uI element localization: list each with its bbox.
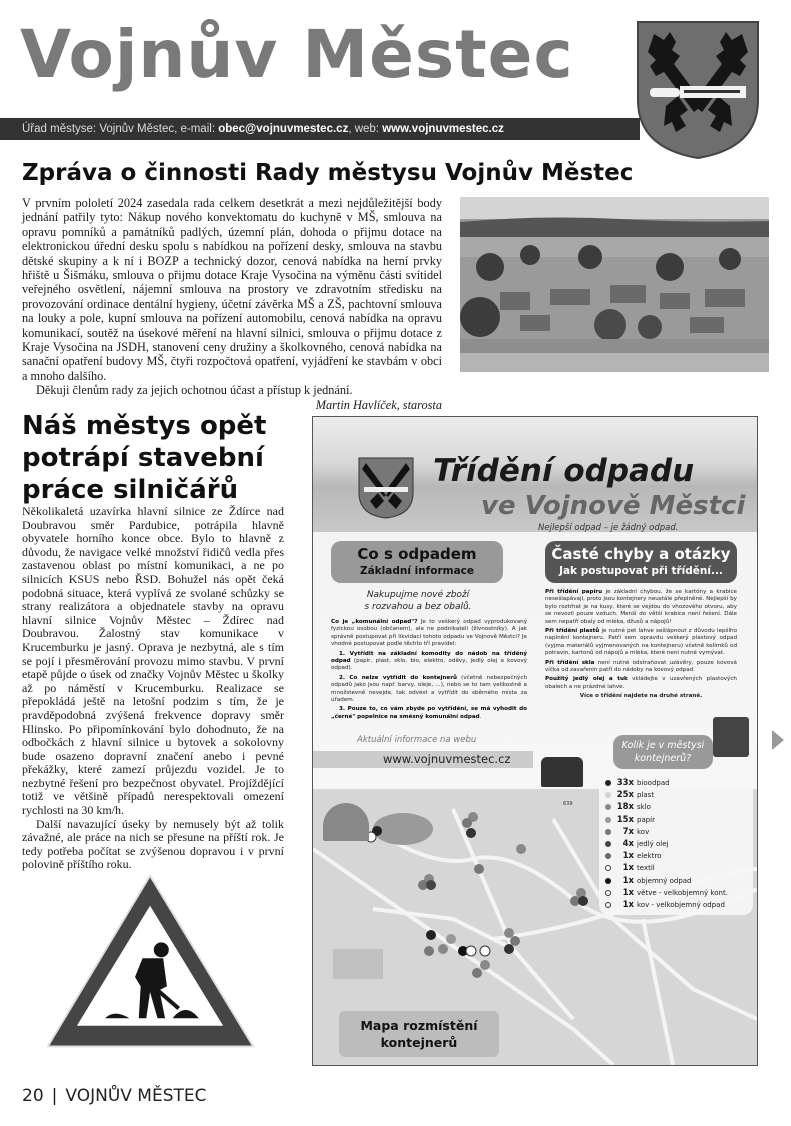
article2-title: Náš městys opět potrápí stavební práce silničářů (22, 411, 267, 505)
contact-prefix: Úřad městyse: Vojnův Městec, e-mail: (22, 123, 219, 135)
container-dot-icon (605, 829, 611, 835)
oil-text: vkládejte v uzavřených plastových obalech a ne prázdné lahve. (545, 676, 737, 690)
container-legend (599, 773, 753, 915)
container-dot-icon (605, 780, 611, 786)
basic-info-text (331, 619, 527, 723)
container-count: 4x (622, 839, 634, 849)
contact-bar (0, 118, 640, 140)
container-dot-icon (605, 804, 611, 810)
bubble-line1: Kolik je v městysi (621, 740, 705, 751)
container-count: 18x (616, 802, 634, 813)
page-footer (22, 1086, 207, 1106)
container-label: kov (637, 827, 650, 836)
rule2-text: (včetně nebezpečných odpadů jako jsou např. barvy, oleje, ...), nebo se to tam velikostně a množstevně nevejde, tak odvést a vytřídit do sběrného místa za úřadem. (331, 674, 527, 704)
publication-name: VOJNŮV MĚSTEC (65, 1086, 207, 1106)
web-url[interactable]: www.vojnuvmestec.cz (383, 752, 511, 766)
container-label: textil (637, 864, 655, 873)
basic-info-header (331, 541, 503, 583)
flyer-title: Třídění odpadu (433, 453, 695, 489)
contact-web[interactable]: www.vojnuvmestec.cz (382, 123, 504, 135)
flyer-subtitle: ve Vojnově Městci (481, 491, 746, 521)
legend-row (605, 814, 655, 826)
map-title-line2: kontejnerů (380, 1035, 458, 1050)
coat-of-arms-icon (636, 20, 760, 160)
article1-title: Zpráva o činnosti Rady městysu Vojnův Městec (22, 160, 634, 186)
container-count: 1x (622, 863, 634, 874)
container-label: sklo (637, 803, 651, 812)
legend-row (605, 887, 728, 899)
legend-row (605, 838, 669, 850)
rule1-bold: 1. Vytřídit na základní komodity do nádob na tříděný odpad (331, 650, 527, 665)
basic-info-subtitle: Základní informace (359, 565, 475, 577)
plastic-bold: Při třídění plastů (545, 628, 600, 635)
container-dot-icon (605, 865, 611, 871)
legend-row (605, 850, 661, 862)
paper-bold: Při třídění papíru (545, 589, 603, 595)
rule2-bold: 2. Co nelze vytřídit do kontejnerů (339, 674, 457, 681)
article2-paragraph1: Několikaletá uzavírka hlavní silnice ze Ždírce nad Doubravou směr Pardubice, potrápila hlavně obyvatele horního konce obce. Bylo to hlavně z důvodu, že navigace velké množství řidičů vedla přes zastavenou oblast po místní komunikaci, a ne po silnicích KSUS nebo ŘSD. Bohužel nás opět čeká podobná situace, která vyplívá ze svolané schůzky se strany realizátora a objednatele stavby na opravu hlavní silnice Vojnův Městec – Ždírec nad Doubravou. Žalostný stav komunikace v Krucemburku je jasný. Oprava je nezbytná, ale s tím se pojí i přesměrování provozu mimo stavbu. V první etapě půjde o úsek od značky Vojnův Městec u školky až po náměstí v Krucemburku. Realizace se přepokládá ještě na letošní podzim s tím, že je pravděpodobná zvýšená frekvence dopravy směr Hlinsko. Po připomínkování bylo dohodnuto, že na odbočkách z hlavní silnice u bytovek a sokolovny bude osazeno dopravní značení anebo i pevné překážky, které zamezí průjezdu vozidel. Je to nezbytné řešení pro bezpečnost obyvatel. Projíždějící totiž ve většině případů nerespektovali omezení rychlosti na 30 km/h. (22, 504, 284, 818)
slogan-line1: Nakupujme nové zboží (366, 590, 470, 600)
container-count: 1x (622, 887, 634, 898)
container-dot-icon (605, 890, 611, 896)
map-number: 639 (563, 801, 573, 807)
footer-separator: | (51, 1086, 58, 1106)
container-label: bioodpad (637, 779, 670, 787)
faq-text (545, 589, 737, 703)
masthead-title: Vojnův Městec (20, 16, 574, 93)
basic-info-title: Co s odpadem (357, 545, 477, 563)
intro-text: Je to veškerý odpad vyprodukovaný fyzickou osobou (občanem), ale ne podnikateli (živnostníky). A jak správně postupovat při likvidaci tohoto odpadu ve Vojnově Městci? Je vhodné postupovat podle těchto tří pravidel: (331, 619, 528, 648)
waste-bin-image (541, 757, 583, 787)
legend-row (605, 862, 655, 874)
container-count: 1x (622, 875, 634, 886)
glass-bell-container-image (323, 803, 369, 841)
legend-row (605, 875, 692, 887)
faq-header (545, 541, 737, 583)
faq-subtitle: Jak postupovat při třídění... (559, 565, 723, 577)
container-label: plast (637, 791, 655, 800)
legend-row (605, 777, 670, 789)
container-label: elektro (637, 852, 662, 861)
container-dot-icon (605, 792, 611, 798)
map-title (339, 1011, 499, 1057)
faq-title: Časté chyby a otázky (551, 545, 731, 563)
web-label: Aktuální informace na webu (357, 735, 477, 745)
map-title-line1: Mapa rozmístění (360, 1018, 478, 1033)
page-number: 20 (22, 1086, 44, 1106)
container-dot-icon (605, 853, 611, 859)
legend-row (605, 789, 654, 801)
container-dot-icon (605, 817, 611, 823)
legend-row (605, 826, 649, 838)
village-photo (460, 197, 769, 372)
flyer-slogan (333, 589, 503, 613)
article1-thanks: Děkuji členům rady za jejich ochotnou účast a přístup k jednání. (36, 383, 353, 398)
container-dot-icon (605, 841, 611, 847)
flyer-coat-of-arms-icon (358, 457, 414, 519)
container-count: 15x (616, 814, 634, 825)
glass-text: není nutné odstraňovat uzávěry, pouze kovová víčka od zavařenin patří do nádoby na kovový odpad. (545, 659, 737, 674)
rule3-bold: 3. Pouze to, co vám zbyde po vytřídění, se má vyhodit do „černé" popelnice na směsný komunální odpad (331, 706, 527, 720)
container-label: větve - velkobjemný kont. (637, 888, 728, 897)
legend-row (605, 899, 725, 911)
container-dot-icon (605, 902, 611, 908)
article1-body (22, 196, 442, 412)
waste-sorting-flyer (312, 416, 758, 1066)
container-count: 1x (622, 900, 634, 910)
plastic-text: je nutné pet lahve sešlápnout z důvodu lepšího naplnění kontejneru. Patří sem opravdu veškerý plastový odpad (vyjma materiálů vyjmenovaných na kontejneru) včetně kelímků od potravin, kartonů od nápojů a mléka, které není nutné vymývat. (545, 628, 737, 657)
contact-web-prefix: , web: (348, 123, 383, 135)
container-label: objemný odpad (637, 876, 692, 885)
article1-signature: Martin Havlíček, starosta (315, 397, 442, 412)
article2-body (22, 505, 284, 872)
next-page-arrow-icon[interactable] (772, 730, 784, 750)
container-count: 33x (616, 778, 634, 788)
slogan-line2: s rozvahou a bez obalů. (364, 602, 472, 612)
container-label: papír (637, 815, 655, 824)
contact-email[interactable]: obec@vojnuvmestec.cz (218, 123, 349, 135)
intro-bold: Co je „komunální odpad"? (331, 619, 418, 625)
container-dot-icon (605, 878, 611, 884)
bubble-line2: kontejnerů? (634, 753, 692, 764)
more-info: Více o třídění najdete na druhé straně. (579, 693, 703, 700)
container-label: jedlý olej (637, 840, 669, 848)
container-image (713, 717, 749, 757)
container-count: 25x (616, 790, 634, 801)
container-count: 7x (622, 826, 634, 837)
legend-row (605, 801, 651, 813)
rule3-text: . (479, 713, 482, 720)
flyer-motto: Nejlepší odpad – je žádný odpad. (538, 523, 679, 533)
paper-text: je základní chybou, že se kartóny a krabice nesešlapávají, proto jsou kontejnery neustále přeplněné. Nejlepší by bylo roztrhat je na kusy, které se vejdou do vhozového otvoru, aby se nevozil pouze vzduch. Menší do větší krabice není řešení. Dále sem nepatří obaly od mléka, džusů a nápojů! (545, 589, 737, 625)
road-works-sign-icon (38, 872, 263, 1052)
container-label: kov - velkobjemný odpad (637, 901, 725, 909)
glass-bold: Při třídění skla (545, 659, 595, 666)
container-count-bubble (613, 735, 713, 769)
rule1-text: (papír, plast, sklo, bio, elektro, oděvy, jedlý olej a kovový odpad). (331, 658, 527, 672)
container-count: 1x (622, 851, 634, 862)
article2-paragraph2: Další navazující úseky by nemusely být až tolik závažné, ale práce na nich se přesune na příští rok. Je tedy potřeba počítat se zvýšenou dopravou i v první polovině příštího roku. (22, 816, 284, 872)
article1-paragraph: V prvním pololetí 2024 zasedala rada celkem desetkrát a mezi nejdůležitější body jednání patřily tyto: Nákup nového konvektomatu do kuchyně v MŠ, smlouva na opravu pomníků a památníků padlých, územní plán, dohoda o přijmu dotace na elektronickou úřední desku spolu s nabídkou na pořízení desky, smlouva na stavbu dětské skupiny a k ní i BOZP a technický dozor, cenová nabídka na herní prvky hřiště u Šišmáku, smlouva o přijmu dotace Kraje Vysočina na výměnu části svítidel veřejného osvětlení, nájemní smlouva na prostory ve zdravotním středisku na provozování ordinace dentální hygieny, účetní závěrka MŠ a ZŠ, pachtovní smlouva na louky a pole, kupní smlouva na pořízení automobilu, cenová nabídka na opravu komunikací, soutěž na úsekové měření na hlavní silnici, smlouva o přijmu dotace z Kraje Vysočina na JSDH, stanovení ceny družiny a školkovného, cenová nabídka na sanační opatření budovy MŠ, čtyři rozpočtová opatření, vyjádření ke stavbám v obci a mnoho dalšího. (22, 196, 442, 383)
oil-bold: Použitý jedlý olej a tuk (545, 676, 628, 683)
